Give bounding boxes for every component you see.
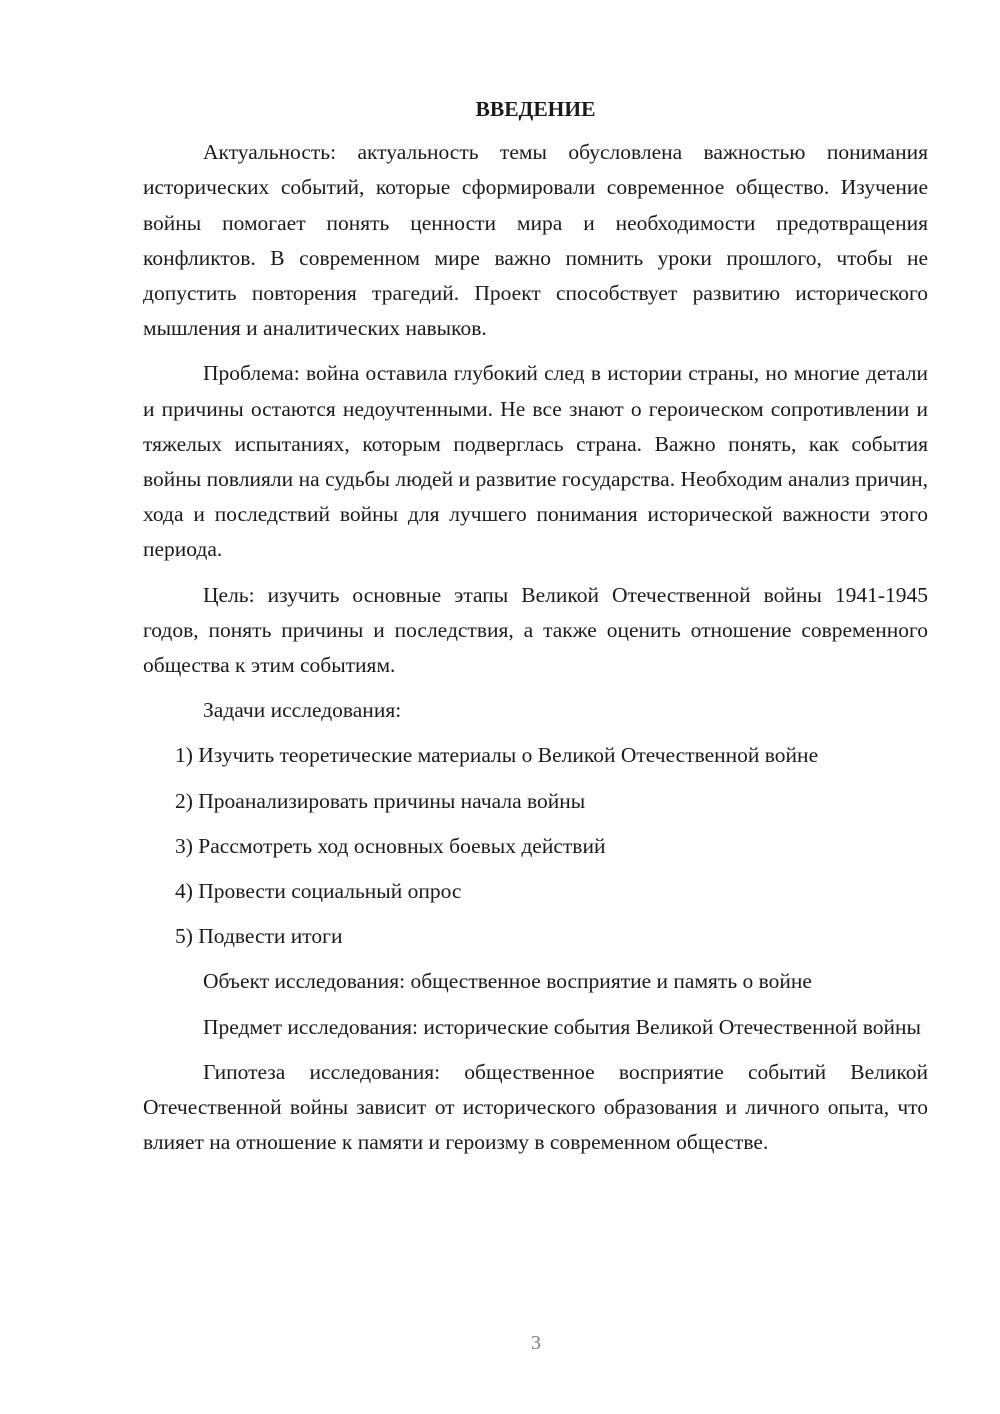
- tasks-list: [143, 738, 928, 954]
- relevance-paragraph: Актуальность: актуальность темы обусловлена важностью понимания исторических событий, которые сформировали современное общество. Изучение войны помогает понять ценности мира и необходимости предотвращения конфликтов. В современном мире важно помнить уроки прошлого, чтобы не допустить повторения трагедий. Проект способствует развитию исторического мышления и аналитических навыков.: [143, 140, 928, 341]
- document-page: [143, 92, 928, 1170]
- object-paragraph: Объект исследования: общественное восприятие и память о войне: [203, 969, 812, 994]
- task-item: 4) Провести социальный опрос: [175, 879, 462, 904]
- page-number: 3: [531, 1332, 541, 1354]
- task-item: 3) Рассмотреть ход основных боевых действий: [175, 833, 606, 858]
- hypothesis-paragraph: Гипотеза исследования: общественное восприятие событий Великой Отечественной войны зависит от исторического образования и личного опыта, что влияет на отношение к памяти и героизму в современном обществе.: [143, 1059, 928, 1155]
- task-item: 2) Проанализировать причины начала войны: [175, 788, 586, 813]
- task-item: 1) Изучить теоретические материалы о Великой Отечественной войне: [175, 743, 819, 768]
- goal-paragraph: Цель: изучить основные этапы Великой Отечественной войны 1941-1945 годов, понять причины и последствия, а также оценить отношение современного общества к этим событиям.: [143, 582, 928, 678]
- task-item: 5) Подвести итоги: [175, 924, 343, 949]
- section-title: ВВЕДЕНИЕ: [475, 97, 596, 121]
- tasks-heading: Задачи исследования:: [203, 698, 402, 723]
- subject-paragraph: Предмет исследования: исторические события Великой Отечественной войны: [203, 1014, 921, 1039]
- problem-paragraph: Проблема: война оставила глубокий след в истории страны, но многие детали и причины остаются недоучтенными. Не все знают о героическом сопротивлении и тяжелых испытаниях, которым подверглась страна. Важно понять, как события войны повлияли на судьбы людей и развитие государства. Необходим анализ причин, хода и последствий войны для лучшего понимания исторической важности этого периода.: [143, 361, 928, 562]
